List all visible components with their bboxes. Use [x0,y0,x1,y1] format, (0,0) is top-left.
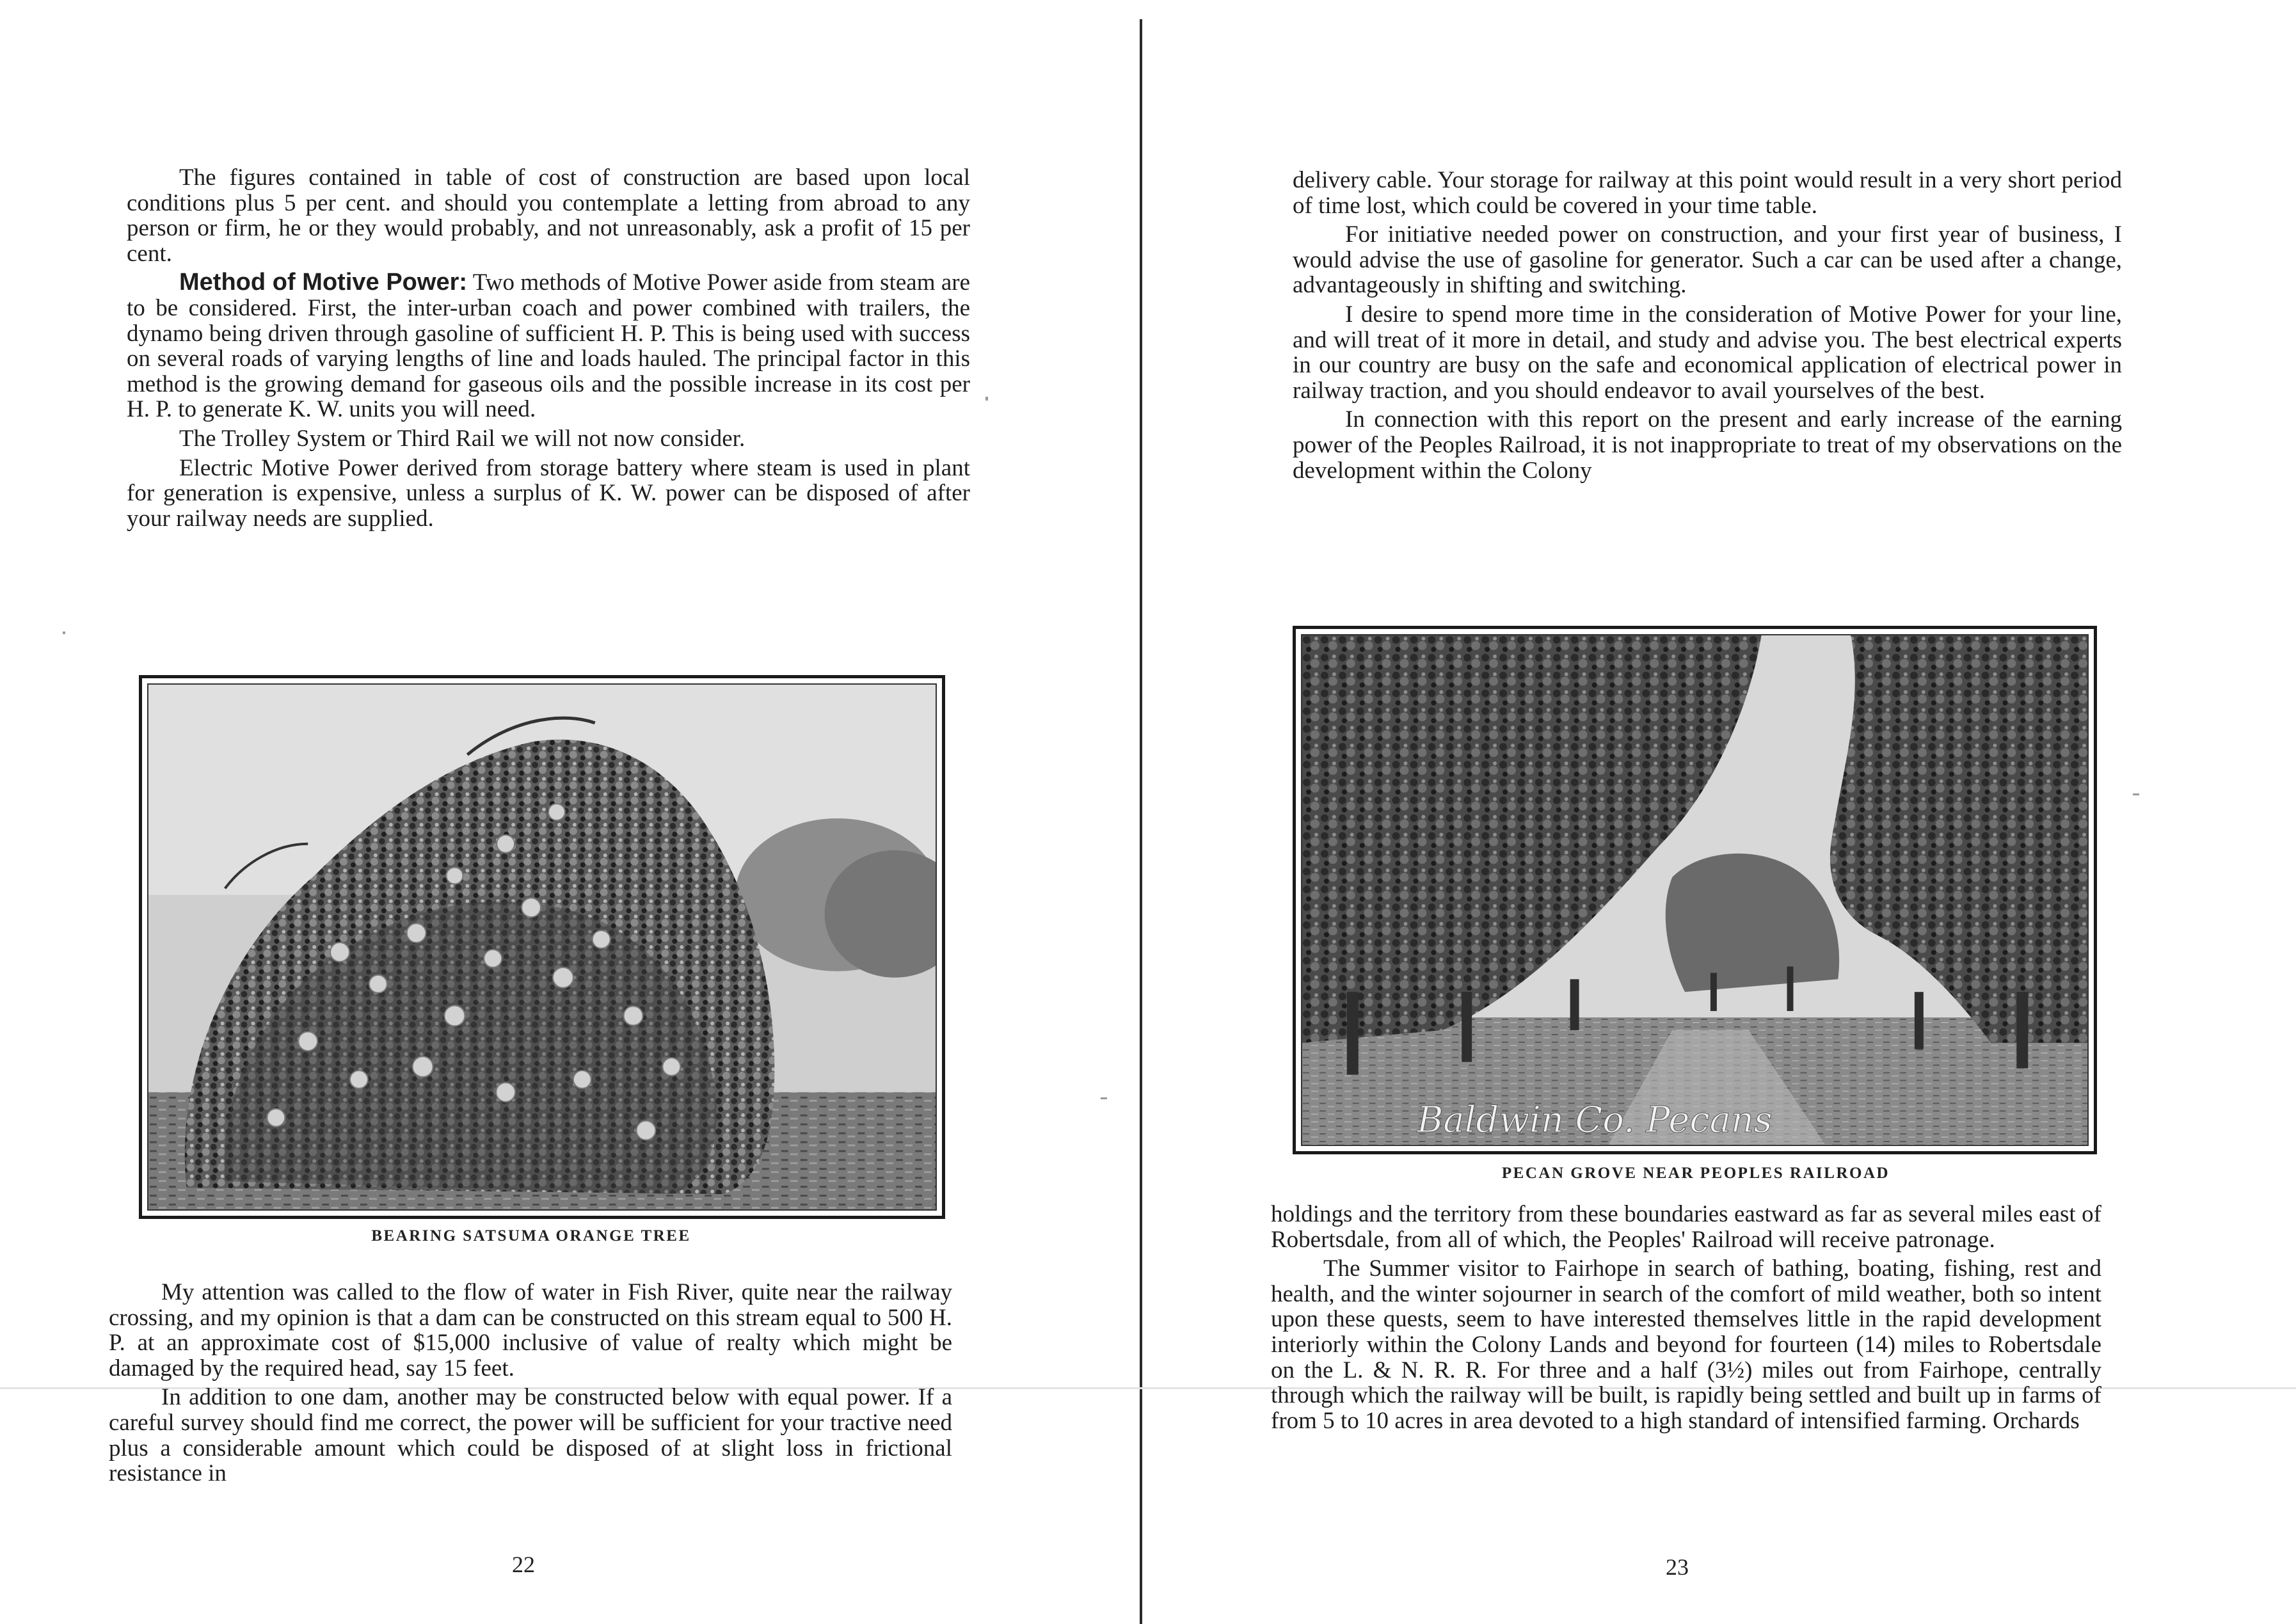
right-text-top [1293,168,2122,487]
paragraph-motive-power [127,270,970,422]
page-number: 22 [512,1552,535,1577]
book-gutter [1140,19,1142,1624]
run-in-heading: Method of Motive Power: [179,269,468,296]
paragraph: The Trolley System or Third Rail we will not now consider. [179,425,745,452]
photo-orange-tree [139,675,945,1219]
paragraph: Electric Motive Power derived from storage battery where steam is used in plant for generation is expensive, unless a surplus of K. W. power can be disposed of after your railway needs are supplied. [127,454,970,532]
paragraph: I desire to spend more time in the consideration of Motive Power for your line, and will treat of it more in detail, and study and advise you. The best electrical experts in our country are busy on the safe and economical application of electrical power in railway traction, and you should endeavor to avail yourselves of the best. [1293,301,2122,404]
paragraph: My attention was called to the flow of water in Fish River, quite near the railway crossing, and my opinion is that a dam can be constructed on this stream equal to 500 H. P. at an approximate cost of $15,000 inclusive of value of realty which might be damaged by the required head, say 15 feet. [109,1279,952,1381]
paragraph: delivery cable. Your storage for railway at this point would result in a very short period of time lost, which could be covered in your time table. [1293,167,2122,219]
paragraph: In addition to one dam, another may be constructed below with equal power. If a careful survey should find me correct, the power will be sufficient for your tractive need plus a considerable amount which could be disposed of at slight loss in frictional resistance in [109,1384,952,1487]
photo-image [1301,634,2089,1146]
paragraph: For initiative needed power on construction, and your first year of business, I would advise the use of gasoline for generator. Such a car can be used after a change, advantageously in shifting and switching. [1293,221,2122,299]
photo-caption: BEARING SATSUMA ORANGE TREE [371,1227,691,1245]
paragraph-text: Two methods of Motive Power aside from steam are to be considered. First, the inter-urban coach and power combined with trailers, the dynamo being driven through gasoline of sufficient H. P. This is being used with success on several roads of varying lengths of line and loads hauled. The principal factor in this method is the growing demand for gaseous oils and the possible increase in its cost per H. P. to generate K. W. units you will need. [127,269,971,423]
left-text-bottom [109,1280,952,1490]
paragraph: holdings and the territory from these boundaries eastward as far as several miles east of Robertsdale, from all of which, the Peoples' Railroad will receive patronage. [1271,1201,2101,1253]
orange-tree-illustration [148,685,936,1209]
scan-speck [2133,793,2139,795]
photo-caption: PECAN GROVE NEAR PEOPLES RAILROAD [1501,1165,1890,1182]
scan-speck [1101,1097,1107,1099]
photo-inscription: Baldwin Co. Pecans [1417,1099,1773,1142]
right-text-bottom [1271,1202,2101,1437]
paragraph: The figures contained in table of cost of construction are based upon local conditions plus 5 per cent. and should you contemplate a letting from abroad to any person or firm, he or they would probably, and not unreasonably, ask a profit of 15 per cent. [127,164,970,267]
left-text-top [127,165,970,535]
right-page [1144,0,2296,1624]
paragraph: In connection with this report on the present and early increase of the earning power of the Peoples Railroad, it is not inappropriate to treat of my observations on the development within the Colony [1293,406,2122,484]
paragraph: The Summer visitor to Fairhope in search of bathing, boating, fishing, rest and health, and the winter sojourner in search of the comfort of mild weather, both so intent upon these quests, seem to have interested themselves little in the rapid development interiorly within the Colony Lands and beyond for fourteen (14) miles to Robertsdale on the L. & N. R. R. For three and a half (3½) miles out from Fairhope, centrally through which the railway will be built, is rapidly being settled and built up in farms of from 5 to 10 acres in area devoted to a high standard of intensified farming. Orchards [1271,1255,2101,1434]
page-number: 23 [1666,1554,1689,1580]
photo-pecan-grove [1293,626,2097,1154]
scan-speck [985,397,988,401]
photo-image [147,683,937,1211]
left-page [0,0,1139,1624]
pecan-grove-illustration [1302,635,2087,1145]
scan-speck [63,632,65,634]
